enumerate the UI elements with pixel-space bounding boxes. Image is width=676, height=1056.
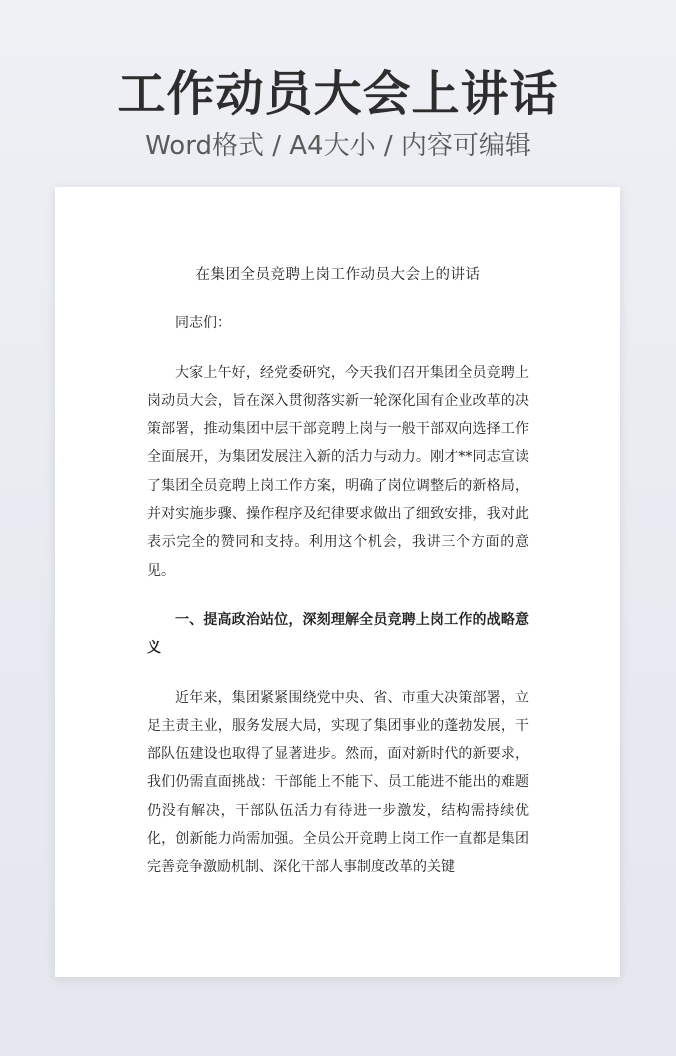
banner-subtitle: Word格式 / A4大小 / 内容可编辑 <box>145 131 531 161</box>
salutation: 同志们： <box>175 315 231 332</box>
banner <box>0 62 676 164</box>
section-heading: 一、提高政治站位，深刻理解全员竞聘上岗工作的战略意义 <box>147 611 529 657</box>
document-body <box>147 261 529 903</box>
document-page <box>55 187 620 977</box>
banner-title: 工作动员大会上讲话 <box>117 66 559 122</box>
section-paragraph: 近年来，集团紧紧围绕党中央、省、市重大决策部署，立足主责主业，服务发展大局，实现了集团事业的蓬勃发展，干部队伍建设也取得了显著进步。然而，面对新时代的新要求，我们仍需直面挑战：干部能上不能下、员工能进不能出的难题仍没有解决，干部队伍活力有待进一步激发，结构需持续优化，创新能力尚需加强。全员公开竞聘上岗工作一直都是集团完善竞争激励机制、深化干部人事制度改革的关键 <box>147 689 529 876</box>
intro-paragraph: 大家上午好，经党委研究，今天我们召开集团全员竞聘上岗动员大会，旨在深入贯彻落实新一轮深化国有企业改革的决策部署，推动集团中层干部竞聘上岗与一般干部双向选择工作全面展开，为集团发展注入新的活力与动力。刚才**同志宣读了集团全员竞聘上岗工作方案，明确了岗位调整后的新格局，并对实施步骤、操作程序及纪律要求做出了细致安排，我对此表示完全的赞同和支持。利用这个机会，我讲三个方面的意见。 <box>147 364 529 579</box>
document-title: 在集团全员竞聘上岗工作动员大会上的讲话 <box>195 267 481 283</box>
